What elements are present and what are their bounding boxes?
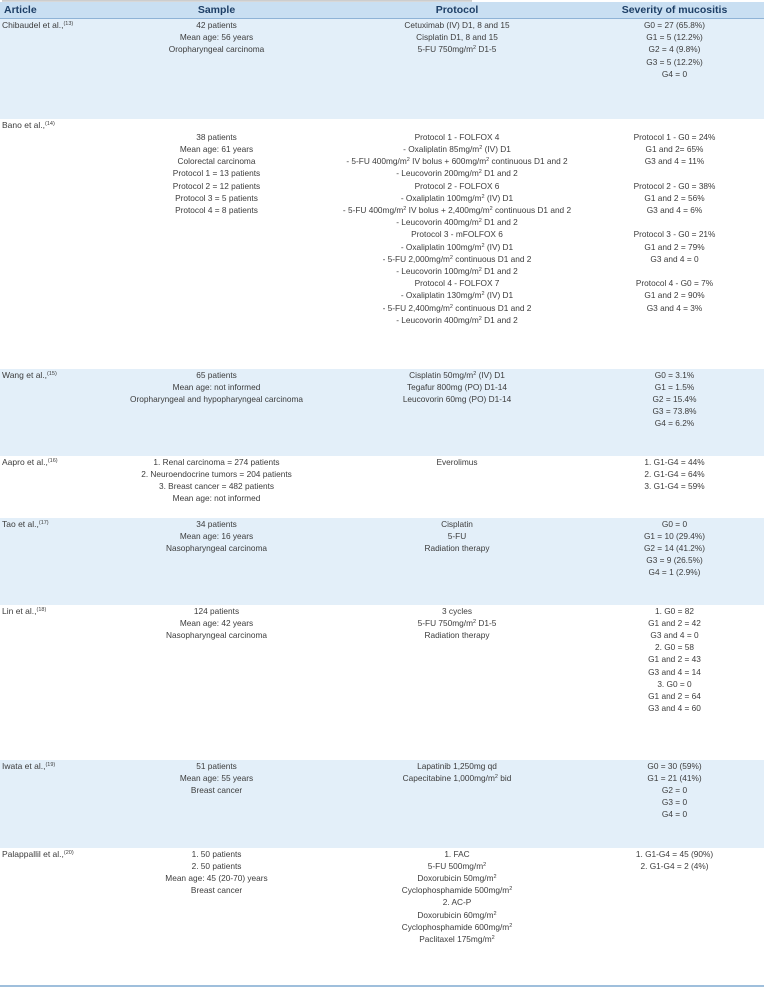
reference-number: (16) (47, 457, 58, 464)
protocol-cell (329, 518, 585, 605)
protocol-text: Cyclophosphamide 600mg/m (401, 921, 510, 932)
sample-line (107, 119, 326, 131)
protocol-text: Protocol 1 - FOLFOX 4 (414, 131, 500, 142)
table-body (0, 19, 764, 988)
protocol-text: Cetuximab (IV) D1, 8 and 15 (404, 20, 510, 30)
protocol-text: - 5-FU 2,400mg/m (382, 302, 450, 313)
table-row (0, 518, 764, 605)
article-cell (0, 19, 104, 119)
protocol-line (332, 19, 582, 31)
protocol-line (332, 530, 582, 542)
unit-exponent: 2 (473, 370, 477, 377)
protocol-text: continuous D1 and 2 (492, 204, 572, 215)
protocol-line (332, 393, 582, 405)
reference-number: (14) (45, 120, 55, 127)
protocol-line (332, 265, 582, 277)
protocol-text: Radiation therapy (424, 542, 490, 553)
article-cell (0, 369, 104, 456)
protocol-text: (IV) D1 (484, 290, 514, 301)
unit-exponent: 2 (472, 45, 477, 52)
protocol-line (332, 542, 582, 554)
protocol-text: D1 and 2 (481, 217, 518, 228)
protocol-text: IV bolus + 600mg/m (409, 156, 487, 167)
severity-line: G1 and 2 = 90% (644, 290, 705, 301)
severity-cell (585, 456, 764, 518)
protocol-line (332, 760, 582, 772)
protocol-text: 5-FU 500mg/m (427, 860, 484, 871)
protocol-text: Everolimus (436, 456, 478, 467)
protocol-line (332, 369, 582, 381)
protocol-text: - Leucovorin 400mg/m (396, 217, 479, 228)
protocol-text: IV bolus + 2,400mg/m (406, 204, 490, 215)
protocol-cell (329, 760, 585, 848)
sample-line: Mean age: not informed (172, 381, 261, 392)
sample-line: Mean age: 55 years (179, 772, 254, 783)
sample-cell (104, 119, 329, 369)
article-name: Palappallil et al., (2, 848, 64, 859)
protocol-line (332, 119, 582, 131)
sample-line: Protocol 1 = 13 patients (172, 168, 261, 179)
severity-line: 2. G1-G4 = 2 (4%) (640, 860, 709, 871)
sample-cell (104, 848, 329, 988)
protocol-line (332, 617, 582, 629)
unit-exponent: 2 (486, 157, 490, 164)
protocol-line (332, 253, 582, 265)
severity-line: G1 = 21 (41%) (647, 772, 702, 783)
protocol-text: D1-5 (476, 44, 497, 55)
unit-exponent: 2 (481, 242, 485, 249)
protocol-text: - Oxaliplatin 85mg/m (403, 143, 480, 154)
protocol-text: (IV) D1 (484, 192, 514, 203)
unit-exponent: 2 (483, 861, 487, 868)
severity-line: G3 and 4 = 0 (650, 253, 699, 264)
protocol-line (332, 884, 582, 896)
protocol-text: Capecitabine 1,000mg/m (402, 772, 495, 783)
severity-line (588, 119, 761, 131)
sample-line: 34 patients (196, 518, 237, 529)
severity-line: G1 and 2= 65% (645, 143, 704, 154)
severity-cell (585, 119, 764, 369)
sample-cell (104, 19, 329, 119)
protocol-line (332, 629, 582, 641)
unit-exponent: 2 (494, 773, 498, 780)
article-name: Bano et al., (2, 119, 46, 130)
protocol-text: continuous D1 and 2 (452, 302, 532, 313)
sample-line: 124 patients (193, 605, 240, 616)
protocol-line (332, 241, 582, 253)
unit-exponent: 2 (489, 205, 493, 212)
severity-line: Protocol 2 - G0 = 38% (633, 180, 716, 191)
protocol-line (332, 518, 582, 530)
unit-exponent: 2 (449, 254, 453, 261)
reference-number: (15) (47, 370, 57, 377)
header-sample: Sample (104, 2, 329, 19)
severity-line: G1 and 2 = 42 (648, 617, 701, 628)
protocol-line (332, 872, 582, 884)
severity-line: G1 = 10 (29.4%) (643, 530, 706, 541)
sample-line: 51 patients (196, 760, 237, 771)
protocol-text: Doxorubicin 50mg/m (417, 872, 494, 883)
severity-line: G3 = 9 (26.5%) (646, 555, 703, 566)
article-cell (0, 760, 104, 848)
protocol-text: continuous D1 and 2 (452, 253, 532, 264)
sample-cell (104, 369, 329, 456)
unit-exponent: 2 (449, 303, 453, 310)
sample-line: 3. Breast cancer = 482 patients (158, 480, 275, 491)
header-article: Article (0, 2, 104, 19)
severity-line: 1. G1-G4 = 44% (644, 456, 705, 467)
article-name: Tao et al., (2, 518, 39, 529)
sample-cell (104, 456, 329, 518)
severity-line: G4 = 0 (661, 809, 688, 820)
unit-exponent: 2 (481, 193, 485, 200)
sample-line: Mean age: 16 years (179, 530, 254, 541)
sample-line: Mean age: 42 years (179, 617, 254, 628)
severity-line: Protocol 1 - G0 = 24% (633, 131, 716, 142)
protocol-line (332, 302, 582, 314)
protocol-line (332, 289, 582, 301)
severity-line: G3 = 73.8% (652, 406, 697, 417)
severity-line: G1 and 2 = 64 (648, 690, 701, 701)
article-name: Iwata et al., (2, 760, 46, 771)
sample-line: Mean age: 56 years (179, 32, 254, 43)
sample-line: Breast cancer (190, 784, 243, 795)
severity-line: G2 = 4 (9.8%) (648, 44, 701, 55)
table-header-row (0, 2, 764, 19)
protocol-text: D1-5 (476, 617, 497, 628)
severity-line: G0 = 27 (65.8%) (643, 20, 706, 30)
mucositis-table (0, 2, 764, 988)
sample-line: Oropharyngeal carcinoma (168, 44, 265, 55)
severity-line: 1. G0 = 82 (655, 605, 694, 616)
protocol-cell (329, 369, 585, 456)
protocol-line (332, 155, 582, 167)
severity-line (588, 167, 761, 179)
protocol-text: - Oxaliplatin 130mg/m (400, 290, 482, 301)
protocol-line (332, 131, 582, 143)
sample-line: 1. Renal carcinoma = 274 patients (153, 456, 280, 467)
sample-cell (104, 518, 329, 605)
article-cell (0, 848, 104, 988)
unit-exponent: 2 (478, 218, 482, 225)
severity-line: G2 = 14 (41.2%) (643, 542, 706, 553)
protocol-text: - Oxaliplatin 100mg/m (400, 192, 482, 203)
sample-line: Colorectal carcinoma (177, 156, 256, 167)
severity-line: 2. G1-G4 = 64% (644, 468, 705, 479)
protocol-text: - Oxaliplatin 100mg/m (400, 241, 482, 252)
table-row (0, 848, 764, 988)
protocol-text: Doxorubicin 60mg/m (417, 909, 494, 920)
protocol-text: Cisplatin (441, 518, 473, 529)
reference-number: (19) (45, 761, 56, 768)
severity-cell (585, 848, 764, 988)
protocol-line (332, 167, 582, 179)
severity-line: G4 = 0 (661, 68, 688, 79)
protocol-text: Radiation therapy (424, 629, 490, 640)
protocol-text: Protocol 2 - FOLFOX 6 (414, 180, 500, 191)
protocol-text: D1 and 2 (481, 265, 518, 276)
protocol-line (332, 848, 582, 860)
reference-number: (20) (63, 849, 74, 856)
protocol-line (332, 456, 582, 468)
protocol-cell (329, 456, 585, 518)
article-name: Chibaudel et al., (2, 20, 64, 30)
protocol-line (332, 180, 582, 192)
sample-line: Protocol 3 = 5 patients (175, 192, 258, 203)
protocol-text: - Leucovorin 200mg/m (396, 168, 479, 179)
sample-line: Mean age: 45 (20-70) years (165, 872, 268, 883)
severity-line: 3. G0 = 0 (657, 678, 692, 689)
table-row (0, 760, 764, 848)
severity-line: G1 = 5 (12.2%) (646, 32, 703, 43)
protocol-text: (IV) D1 (482, 143, 511, 154)
protocol-line (332, 605, 582, 617)
protocol-line (332, 277, 582, 289)
unit-exponent: 2 (509, 886, 513, 893)
severity-line: G3 and 4 = 6% (646, 204, 703, 215)
table-row (0, 369, 764, 456)
protocol-text: - 5-FU 400mg/m (346, 156, 407, 167)
protocol-line (332, 216, 582, 228)
severity-line: 3. G1-G4 = 59% (644, 480, 705, 491)
protocol-text: 5-FU 750mg/m (417, 617, 473, 628)
severity-line: G2 = 15.4% (652, 393, 697, 404)
sample-line: Mean age: 61 years (179, 143, 254, 154)
header-severity: Severity of mucositis (585, 2, 764, 19)
severity-line: 2. G0 = 58 (655, 642, 694, 653)
protocol-line (332, 381, 582, 393)
reference-number: (17) (38, 519, 49, 526)
protocol-cell (329, 19, 585, 119)
protocol-text: (IV) D1 (484, 241, 514, 252)
protocol-line (332, 143, 582, 155)
protocol-text: Lapatinib 1,250mg qd (417, 760, 497, 771)
sample-line: 1. 50 patients (191, 848, 242, 859)
sample-cell (104, 605, 329, 760)
protocol-text: Cyclophosphamide 500mg/m (401, 885, 510, 896)
article-cell (0, 456, 104, 518)
unit-exponent: 2 (481, 291, 485, 298)
severity-line: G3 and 4 = 14 (648, 666, 701, 677)
severity-line: G3 and 4 = 0 (650, 629, 699, 640)
severity-line: G4 = 6.2% (654, 418, 695, 429)
article-name: Lin et al., (2, 605, 37, 616)
unit-exponent: 2 (491, 934, 495, 941)
unit-exponent: 2 (478, 169, 482, 176)
protocol-line (332, 314, 582, 326)
severity-line: Protocol 3 - G0 = 21% (633, 229, 716, 240)
reference-number: (18) (36, 606, 47, 613)
protocol-text: 2. AC-P (442, 897, 472, 908)
sample-line: Nasopharyngeal carcinoma (165, 542, 267, 553)
sample-line: 2. 50 patients (191, 860, 242, 871)
protocol-text: - 5-FU 2,000mg/m (382, 253, 450, 264)
unit-exponent: 2 (406, 157, 410, 164)
severity-line: G0 = 0 (661, 518, 688, 529)
sample-line: Protocol 4 = 8 patients (175, 204, 258, 215)
severity-line: G3 and 4 = 60 (648, 703, 701, 714)
severity-line: Protocol 4 - G0 = 7% (635, 278, 714, 289)
protocol-text: Protocol 3 - mFOLFOX 6 (411, 229, 503, 240)
protocol-line (332, 909, 582, 921)
protocol-text: Tegafur 800mg (PO) D1-14 (406, 381, 508, 392)
sample-line: 42 patients (196, 20, 237, 30)
protocol-line (332, 921, 582, 933)
severity-line: 1. G1-G4 = 45 (90%) (635, 848, 714, 859)
severity-line: G0 = 30 (59%) (647, 760, 702, 771)
protocol-text: 1. FAC (444, 848, 470, 859)
article-cell (0, 518, 104, 605)
severity-line: G1 and 2 = 79% (644, 241, 705, 252)
protocol-line (332, 772, 582, 784)
protocol-text: (IV) D1 (476, 369, 505, 380)
sample-line: Protocol 2 = 12 patients (172, 180, 261, 191)
sample-line: 2. Neuroendocrine tumors = 204 patients (141, 468, 292, 479)
unit-exponent: 2 (403, 205, 407, 212)
protocol-text: bid (497, 772, 512, 783)
article-name: Aapro et al., (2, 456, 48, 467)
table-row (0, 119, 764, 369)
sample-line: Breast cancer (190, 885, 243, 896)
sample-line: Oropharyngeal and hypopharyngeal carcinoma (130, 393, 303, 404)
table-row (0, 456, 764, 518)
table-bottom-rule (0, 985, 764, 987)
protocol-line (332, 896, 582, 908)
protocol-text: D1 and 2 (481, 168, 518, 179)
protocol-text: 3 cycles (442, 605, 472, 616)
unit-exponent: 2 (479, 144, 483, 151)
severity-line: G1 and 2 = 43 (648, 654, 701, 665)
protocol-line (332, 43, 582, 55)
severity-cell (585, 760, 764, 848)
severity-cell (585, 369, 764, 456)
header-protocol: Protocol (329, 2, 585, 19)
protocol-cell (329, 848, 585, 988)
protocol-text: Protocol 4 - FOLFOX 7 (414, 278, 500, 289)
table-row (0, 605, 764, 760)
severity-cell (585, 19, 764, 119)
protocol-line (332, 192, 582, 204)
unit-exponent: 2 (472, 618, 477, 625)
protocol-text: 5-FU 750mg/m (417, 44, 473, 55)
protocol-line (332, 860, 582, 872)
protocol-text: Cisplatin 50mg/m (409, 369, 474, 380)
protocol-line (332, 933, 582, 945)
protocol-text: Cisplatin D1, 8 and 15 (416, 32, 498, 43)
unit-exponent: 2 (493, 873, 497, 880)
article-name: Wang et al., (2, 369, 48, 380)
severity-line (588, 265, 761, 277)
article-cell (0, 605, 104, 760)
unit-exponent: 2 (493, 910, 497, 917)
severity-line: G1 and 2 = 56% (644, 192, 705, 203)
severity-line: G1 = 1.5% (654, 381, 695, 392)
sample-line: 65 patients (196, 369, 237, 380)
unit-exponent: 2 (509, 922, 513, 929)
protocol-text: - Leucovorin 100mg/m (396, 265, 479, 276)
severity-line: G3 and 4 = 3% (646, 302, 703, 313)
unit-exponent: 2 (478, 266, 482, 273)
protocol-text: Paclitaxel 175mg/m (419, 933, 492, 944)
protocol-text: - 5-FU 400mg/m (342, 204, 404, 215)
protocol-text: - Leucovorin 400mg/m (396, 314, 479, 325)
protocol-text: 5-FU (447, 530, 467, 541)
severity-line (588, 216, 761, 228)
table-row (0, 19, 764, 119)
protocol-line (332, 204, 582, 216)
protocol-cell (329, 119, 585, 369)
severity-cell (585, 518, 764, 605)
severity-line: G3 = 0 (661, 797, 688, 808)
protocol-text: Leucovorin 60mg (PO) D1-14 (402, 393, 512, 404)
reference-number: (13) (63, 21, 74, 27)
protocol-line (332, 228, 582, 240)
unit-exponent: 2 (478, 315, 482, 322)
sample-line: 38 patients (196, 131, 237, 142)
sample-line: Nasopharyngeal carcinoma (165, 629, 267, 640)
severity-line: G4 = 1 (2.9%) (648, 567, 701, 578)
sample-cell (104, 760, 329, 848)
protocol-text: D1 and 2 (481, 314, 518, 325)
severity-line: G3 = 5 (12.2%) (646, 56, 703, 67)
severity-line: G2 = 0 (661, 784, 688, 795)
severity-line: G3 and 4 = 11% (644, 156, 705, 167)
severity-cell (585, 605, 764, 760)
article-cell (0, 119, 104, 369)
protocol-text: continuous D1 and 2 (489, 156, 568, 167)
protocol-line (332, 31, 582, 43)
protocol-cell (329, 605, 585, 760)
severity-line: G0 = 3.1% (654, 369, 695, 380)
sample-line: Mean age: not informed (172, 493, 261, 504)
